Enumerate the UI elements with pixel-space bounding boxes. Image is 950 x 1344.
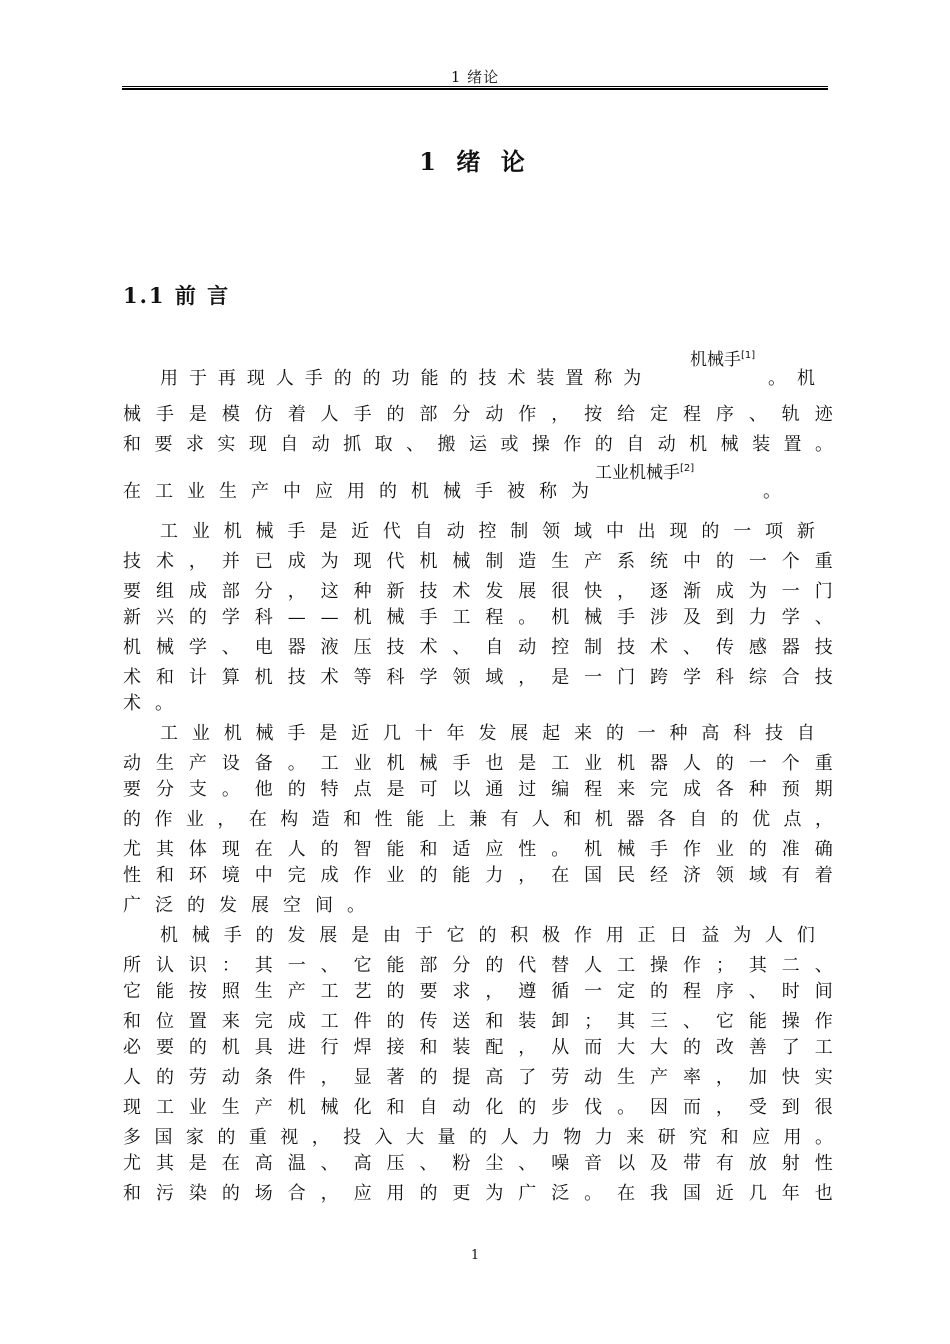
- term-text: 工业机械手: [595, 463, 680, 483]
- text-line: 工 业 机 械 手 是 近 几 十 年 发 展 起 来 的 一 种 高 科 技 自: [160, 723, 815, 744]
- running-header: 1 绪论: [450, 68, 500, 86]
- citation-ref: [2]: [680, 463, 695, 474]
- text-line: 现 工 业 生 产 机 械 化 和 自 动 化 的 步 伐 。 因 而 ， 受 到 很: [123, 1097, 833, 1118]
- section-title: 1.1 前 言: [123, 283, 231, 308]
- header-rule: [122, 86, 828, 87]
- text-line: 必 要 的 机 具 进 行 焊 接 和 装 配 ， 从 而 大 大 的 改 善 了 工: [123, 1037, 833, 1058]
- text-line: 尤 其 是 在 高 温 、 高 压 、 粉 尘 、 噪 音 以 及 带 有 放 射 性: [123, 1153, 833, 1174]
- text-line: 人 的 劳 动 条 件 ， 显 著 的 提 高 了 劳 动 生 产 率 ， 加 快 实: [123, 1067, 833, 1088]
- text-line: 工 业 机 械 手 是 近 代 自 动 控 制 领 域 中 出 现 的 一 项 新: [160, 521, 815, 542]
- text-line: 械 手 是 模 仿 着 人 手 的 部 分 动 作 ， 按 给 定 程 序 、 轨 迹: [123, 404, 833, 425]
- text-line: 新 兴 的 学 科 — — 机 械 手 工 程 。 机 械 手 涉 及 到 力 学 、: [123, 607, 833, 628]
- text-line: 和 污 染 的 场 合 ， 应 用 的 更 为 广 泛 。 在 我 国 近 几 年 也: [123, 1183, 833, 1204]
- text-line: 多 国 家 的 重 视 ， 投 入 大 量 的 人 力 物 力 来 研 究 和 应 用 。: [123, 1127, 833, 1148]
- page-number: 1: [470, 1248, 480, 1263]
- text-line: 机 械 手 的 发 展 是 由 于 它 的 积 极 作 用 正 日 益 为 人 们: [160, 925, 815, 946]
- text-line: 动 生 产 设 备 。 工 业 机 械 手 也 是 工 业 机 器 人 的 一 个 重: [123, 753, 833, 774]
- text-line: 它 能 按 照 生 产 工 艺 的 要 求 ， 遵 循 一 定 的 程 序 、 时 间: [123, 981, 833, 1002]
- text-line: 在 工 业 生 产 中 应 用 的 机 械 手 被 称 为 。: [123, 481, 781, 502]
- text-line: 性 和 环 境 中 完 成 作 业 的 能 力 ， 在 国 民 经 济 领 域 有 着: [123, 865, 833, 886]
- text-line: 广 泛 的 发 展 空 间 。: [123, 895, 365, 916]
- text-line: 尤 其 体 现 在 人 的 智 能 和 适 应 性 。 机 械 手 作 业 的 准 确: [123, 839, 833, 860]
- header-rule-thick: [122, 88, 828, 90]
- citation-ref: [1]: [741, 350, 756, 361]
- text-line: 技 术 ， 并 已 成 为 现 代 机 械 制 造 生 产 系 统 中 的 一 个 重: [123, 551, 833, 572]
- text-line: 和 要 求 实 现 自 动 抓 取 、 搬 运 或 操 作 的 自 动 机 械 装 置 。: [123, 434, 833, 455]
- text-line: 用 于 再 现 人 手 的 的 功 能 的 技 术 装 置 称 为 。 机: [160, 368, 815, 389]
- text-line: 要 分 支 。 他 的 特 点 是 可 以 通 过 编 程 来 完 成 各 种 预 期: [123, 779, 833, 800]
- text-line: 机 械 学 、 电 器 液 压 技 术 、 自 动 控 制 技 术 、 传 感 器 技: [123, 637, 833, 658]
- text-line: 术 和 计 算 机 技 术 等 科 学 领 域 ， 是 一 门 跨 学 科 综 合 技: [123, 667, 833, 688]
- text-line: 和 位 置 来 完 成 工 件 的 传 送 和 装 卸 ； 其 三 、 它 能 操 作: [123, 1011, 833, 1032]
- text-line: 术 。: [123, 693, 173, 714]
- term-text: 机械手: [690, 350, 741, 370]
- chapter-title: 1 绪 论: [419, 147, 531, 176]
- text-line: 要 组 成 部 分 ， 这 种 新 技 术 发 展 很 快 ， 逐 渐 成 为 一 门: [123, 581, 833, 602]
- text-line: 所 认 识 ： 其 一 、 它 能 部 分 的 代 替 人 工 操 作 ； 其 二 、: [123, 955, 833, 976]
- text-line: 的 作 业 ， 在 构 造 和 性 能 上 兼 有 人 和 机 器 各 自 的 优 点 ，: [123, 809, 833, 830]
